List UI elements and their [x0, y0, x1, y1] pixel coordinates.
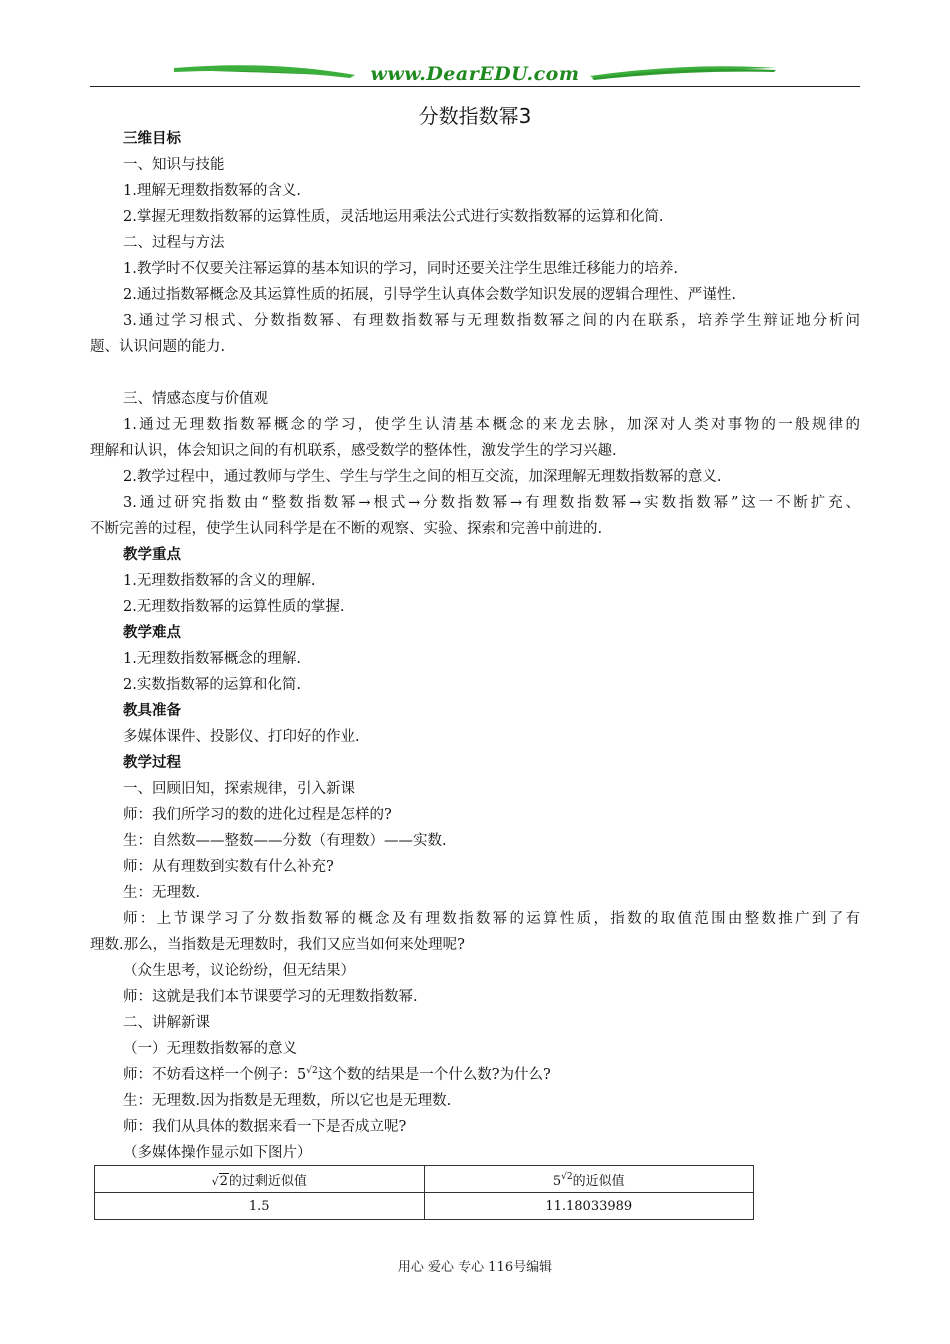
site-logo: www.DearEDU.com	[370, 63, 580, 85]
table-body	[95, 1193, 754, 1220]
text-line: 一、知识与技能	[123, 157, 225, 173]
table-header-right: $5^{√2}$的近似值	[424, 1166, 754, 1193]
text-line: 不断完善的过程，使学生认同科学是在不断的观察、实验、探索和完善中前进的.	[90, 521, 603, 537]
table-cell: 1.5	[95, 1193, 425, 1220]
table-header-row	[95, 1166, 754, 1193]
text-line: 师：这就是我们本节课要学习的无理数指数幂.	[123, 989, 418, 1005]
text-line: 多媒体课件、投影仪、打印好的作业.	[123, 729, 360, 745]
table-row	[95, 1193, 754, 1220]
section-heading: 教学难点	[123, 625, 181, 641]
text-line: 理解和认识，体会知识之间的有机联系，感受数学的整体性，激发学生的学习兴趣.	[90, 443, 617, 459]
text-line: 二、讲解新课	[123, 1015, 210, 1031]
text-line: 2.实数指数幂的运算和化简.	[123, 677, 301, 693]
text-line: 1.通过无理数指数幂概念的学习，使学生认清基本概念的来龙去脉，加深对人类对事物的一般规律的	[123, 417, 860, 433]
approximation-table	[94, 1165, 754, 1220]
text-line: 三、情感态度与价值观	[123, 391, 268, 407]
section-heading: 教具准备	[123, 703, 181, 719]
example-exponent: √2	[306, 1066, 318, 1076]
table-header-left: √2的过剩近似值	[95, 1166, 425, 1193]
text-line: 师：我们所学习的数的进化过程是怎样的?	[123, 807, 392, 823]
lines-after	[90, 1088, 860, 1166]
text-line: 2.教学过程中，通过教师与学生、学生与学生之间的相互交流，加深理解无理数指数幂的意义.	[123, 469, 722, 485]
example-suffix: 这个数的结果是一个什么数?为什么?	[317, 1067, 551, 1083]
text-line: 二、过程与方法	[123, 235, 225, 251]
table-cell: 11.18033989	[424, 1193, 754, 1220]
text-line: 师：从有理数到实数有什么补充?	[123, 859, 334, 875]
page-title: 分数指数幂3	[418, 104, 532, 128]
text-line: 1.无理数指数幂的含义的理解.	[123, 573, 316, 589]
text-line: （多媒体操作显示如下图片）	[123, 1145, 312, 1161]
example-line	[90, 1062, 860, 1088]
text-line: 题、认识问题的能力.	[90, 339, 226, 355]
text-line: 1.无理数指数幂概念的理解.	[123, 651, 301, 667]
text-line: 理数.那么，当指数是无理数时，我们又应当如何来处理呢?	[90, 937, 465, 953]
blank-line	[90, 360, 860, 386]
page-footer: 用心 爱心 专心 116号编辑	[397, 1260, 553, 1275]
sqrt-symbol: √2	[211, 1173, 228, 1189]
text-line: 1.理解无理数指数幂的含义.	[123, 183, 301, 199]
text-line: 3.通过研究指数由“整数指数幂→根式→分数指数幂→有理数指数幂→实数指数幂”这一不断扩充、	[123, 495, 860, 511]
text-line: 生：无理数.	[123, 885, 201, 901]
lines-before	[90, 126, 860, 1062]
text-line: 师：上节课学习了分数指数幂的概念及有理数指数幂的运算性质，指数的取值范围由整数推广到了有	[123, 911, 860, 927]
text-line: 一、回顾旧知，探索规律，引入新课	[123, 781, 355, 797]
text-line: （一）无理数指数幂的意义	[123, 1041, 297, 1057]
text-line: 2.通过指数幂概念及其运算性质的拓展，引导学生认真体会数学知识发展的逻辑合理性、严谨性.	[123, 287, 736, 303]
header-rule	[90, 86, 860, 87]
example-prefix: 师：不妨看这样一个例子：5	[123, 1067, 307, 1083]
text-line: 生：无理数.因为指数是无理数，所以它也是无理数.	[123, 1093, 452, 1109]
text-line: 2.掌握无理数指数幂的运算性质，灵活地运用乘法公式进行实数指数幂的运算和化简.	[123, 209, 664, 225]
document-body	[90, 126, 860, 1166]
section-heading: 教学过程	[123, 755, 181, 771]
text-line: （众生思考，议论纷纷，但无结果）	[123, 963, 355, 979]
text-line: 师：我们从具体的数据来看一下是否成立呢?	[123, 1119, 407, 1135]
section-heading: 三维目标	[123, 131, 181, 147]
text-line: 2.无理数指数幂的运算性质的掌握.	[123, 599, 345, 615]
text-line: 3.通过学习根式、分数指数幂、有理数指数幂与无理数指数幂之间的内在联系，培养学生辩证地分析问	[123, 313, 860, 329]
text-line: 1.教学时不仅要关注幂运算的基本知识的学习，同时还要关注学生思维迁移能力的培养.	[123, 261, 678, 277]
text-line: 生：自然数——整数——分数（有理数）——实数.	[123, 833, 447, 849]
section-heading: 教学重点	[123, 547, 181, 563]
